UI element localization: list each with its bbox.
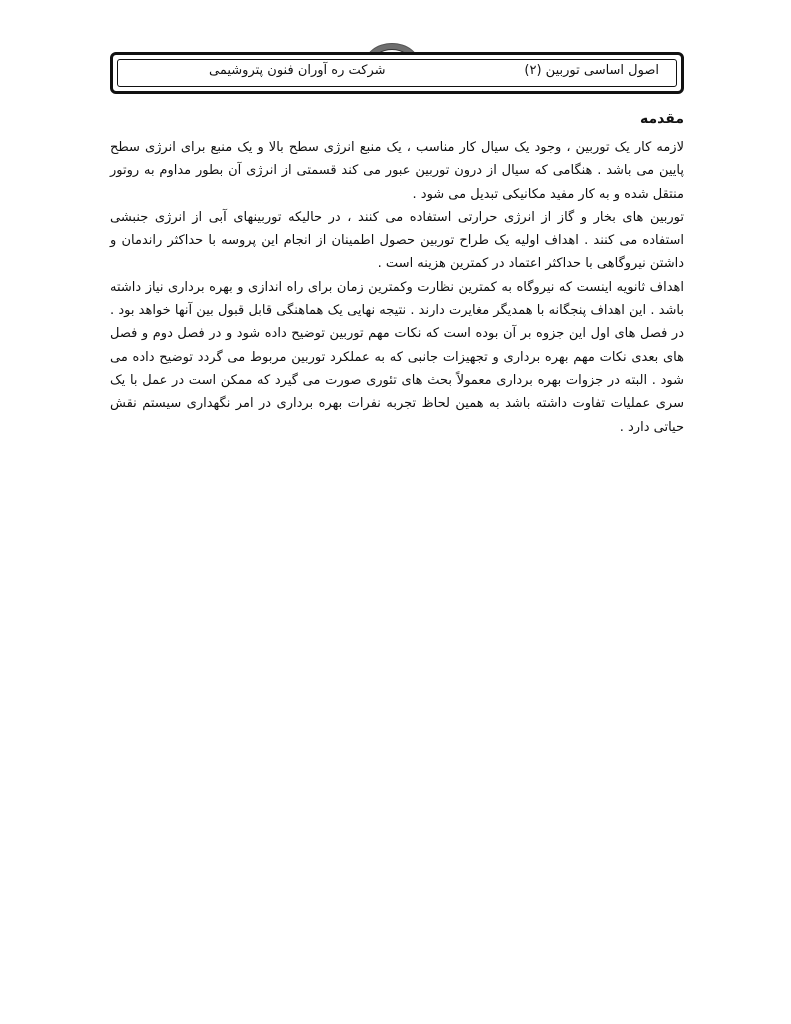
page-header xyxy=(110,52,684,94)
company-name: شرکت ره آوران فنون پتروشیمی xyxy=(209,63,386,78)
paragraph-2: توربین های بخار و گاز از انرژی حرارتی استفاده می کنند ، در حالیکه توربینهای آبی از انرژی جنبشی استفاده می کنند . اهداف اولیه یک طراح توربین حصول اطمینان از انجام این پروسه با حداکثر راندمان و داشتن نیروگاهی با حداکثر اعتماد در کمترین هزینه است . xyxy=(110,209,684,272)
paragraph-3: اهداف ثانویه اینست که نیروگاه به کمترین نظارت وکمترین زمان برای راه اندازی و بهره برداری نیاز داشته باشد . این اهداف پنجگانه با همدیگر مغایرت دارند . نتیجه نهایی یک هماهنگی قابل قبول بین آنها خواهد بود . در فصل های اول این جزوه بر آن بوده است که نکات مهم توربین توضیح داده شود و در فصل دوم و فصل های بعدی نکات مهم بهره برداری و تجهیزات جانبی که به عملکرد توربین مربوط می گردد توضیح داده می شود . البته در جزوات بهره برداری معمولاً بحث های تئوری صورت می گیرد که ممکن است در عمل با یک سری عملیات تفاوت داشته باشد به همین لحاظ تجربه نفرات بهره برداری در امر نگهداری سیستم نقش حیاتی دارد . xyxy=(110,279,684,435)
book-title: اصول اساسی توربین (۲) xyxy=(524,63,659,78)
section-title: مقدمه xyxy=(640,111,684,127)
main-content xyxy=(110,108,684,439)
paragraph-1: لازمه کار یک توربین ، وجود یک سیال کار مناسب ، یک منبع انرژی سطح بالا و یک منبع برای انرژی سطح پایین می باشد . هنگامی که سیال از درون توربین عبور می کند قسمتی از انرژی آن بطور مداوم به روتور منتقل شده و به کار مفید مکانیکی تبدیل می شود . xyxy=(110,140,684,202)
